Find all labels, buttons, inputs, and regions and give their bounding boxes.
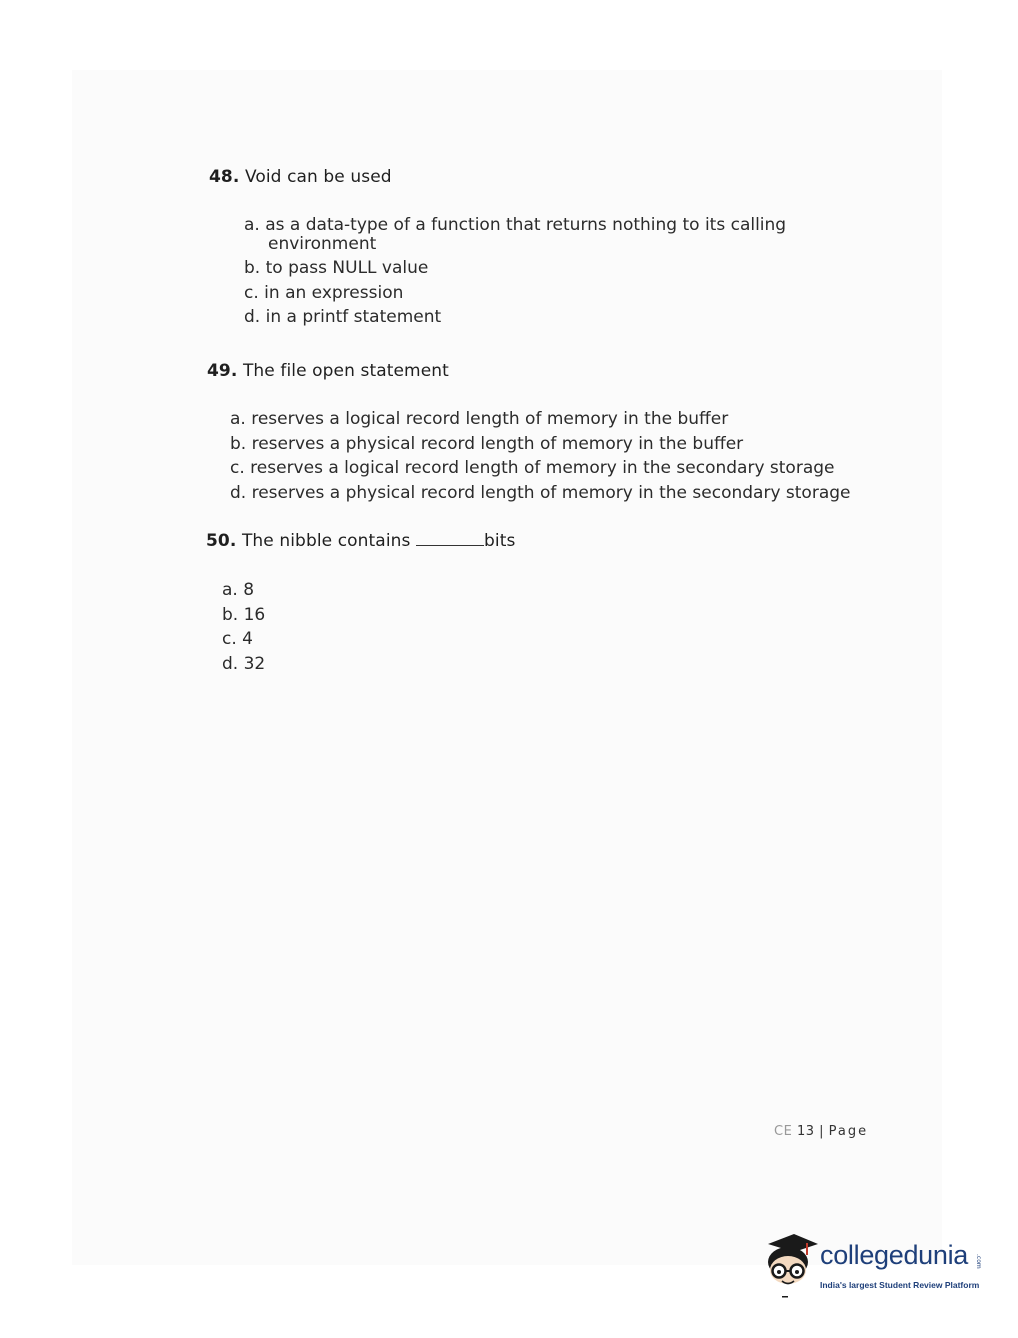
option-d: d. 32 <box>222 653 266 674</box>
option-c: c. reserves a logical record length of memory in the secondary storage <box>230 458 835 478</box>
option-b: b. to pass NULL value <box>244 258 429 278</box>
option-a-continued: environment <box>268 233 377 254</box>
paper-code: CE <box>774 1124 793 1139</box>
question-number: 49. <box>207 361 238 381</box>
option-a: a. reserves a logical record length of memory in the buffer <box>230 409 729 429</box>
brand-name: collegedunia <box>820 1240 969 1270</box>
option-c: c. in an expression <box>244 282 404 303</box>
options-50 <box>222 578 265 676</box>
student-mascot-icon <box>762 1230 820 1300</box>
question-number: 48. <box>209 167 240 187</box>
page-footer <box>774 1124 868 1139</box>
option-c: c. 4 <box>222 629 253 649</box>
option-b: b. reserves a physical record length of memory in the buffer <box>230 433 744 454</box>
question-text-after: bits <box>484 531 516 551</box>
answer-blank <box>416 531 484 546</box>
footer-separator: | <box>819 1124 825 1139</box>
brand-tagline: India's largest Student Review Platform <box>820 1280 980 1290</box>
question-48 <box>209 167 392 187</box>
option-b: b. 16 <box>222 604 266 625</box>
question-50 <box>206 531 515 551</box>
options-49 <box>230 407 851 505</box>
page-number: 13 <box>796 1124 815 1139</box>
question-text: The file open statement <box>242 361 449 381</box>
option-d: d. in a printf statement <box>244 307 442 327</box>
options-48 <box>244 213 786 330</box>
question-number: 50. <box>206 531 237 551</box>
option-d: d. reserves a physical record length of memory in the secondary storage <box>230 482 851 503</box>
page-word: Page <box>828 1124 869 1139</box>
collegedunia-logo <box>762 1230 987 1300</box>
option-a: a. as a data-type of a function that returns nothing to its calling <box>244 215 787 235</box>
question-text: The nibble contains <box>241 531 411 551</box>
option-a: a. 8 <box>222 580 255 600</box>
brand-suffix: .com <box>975 1254 982 1269</box>
question-text: Void can be used <box>244 167 392 187</box>
question-49 <box>207 361 449 381</box>
